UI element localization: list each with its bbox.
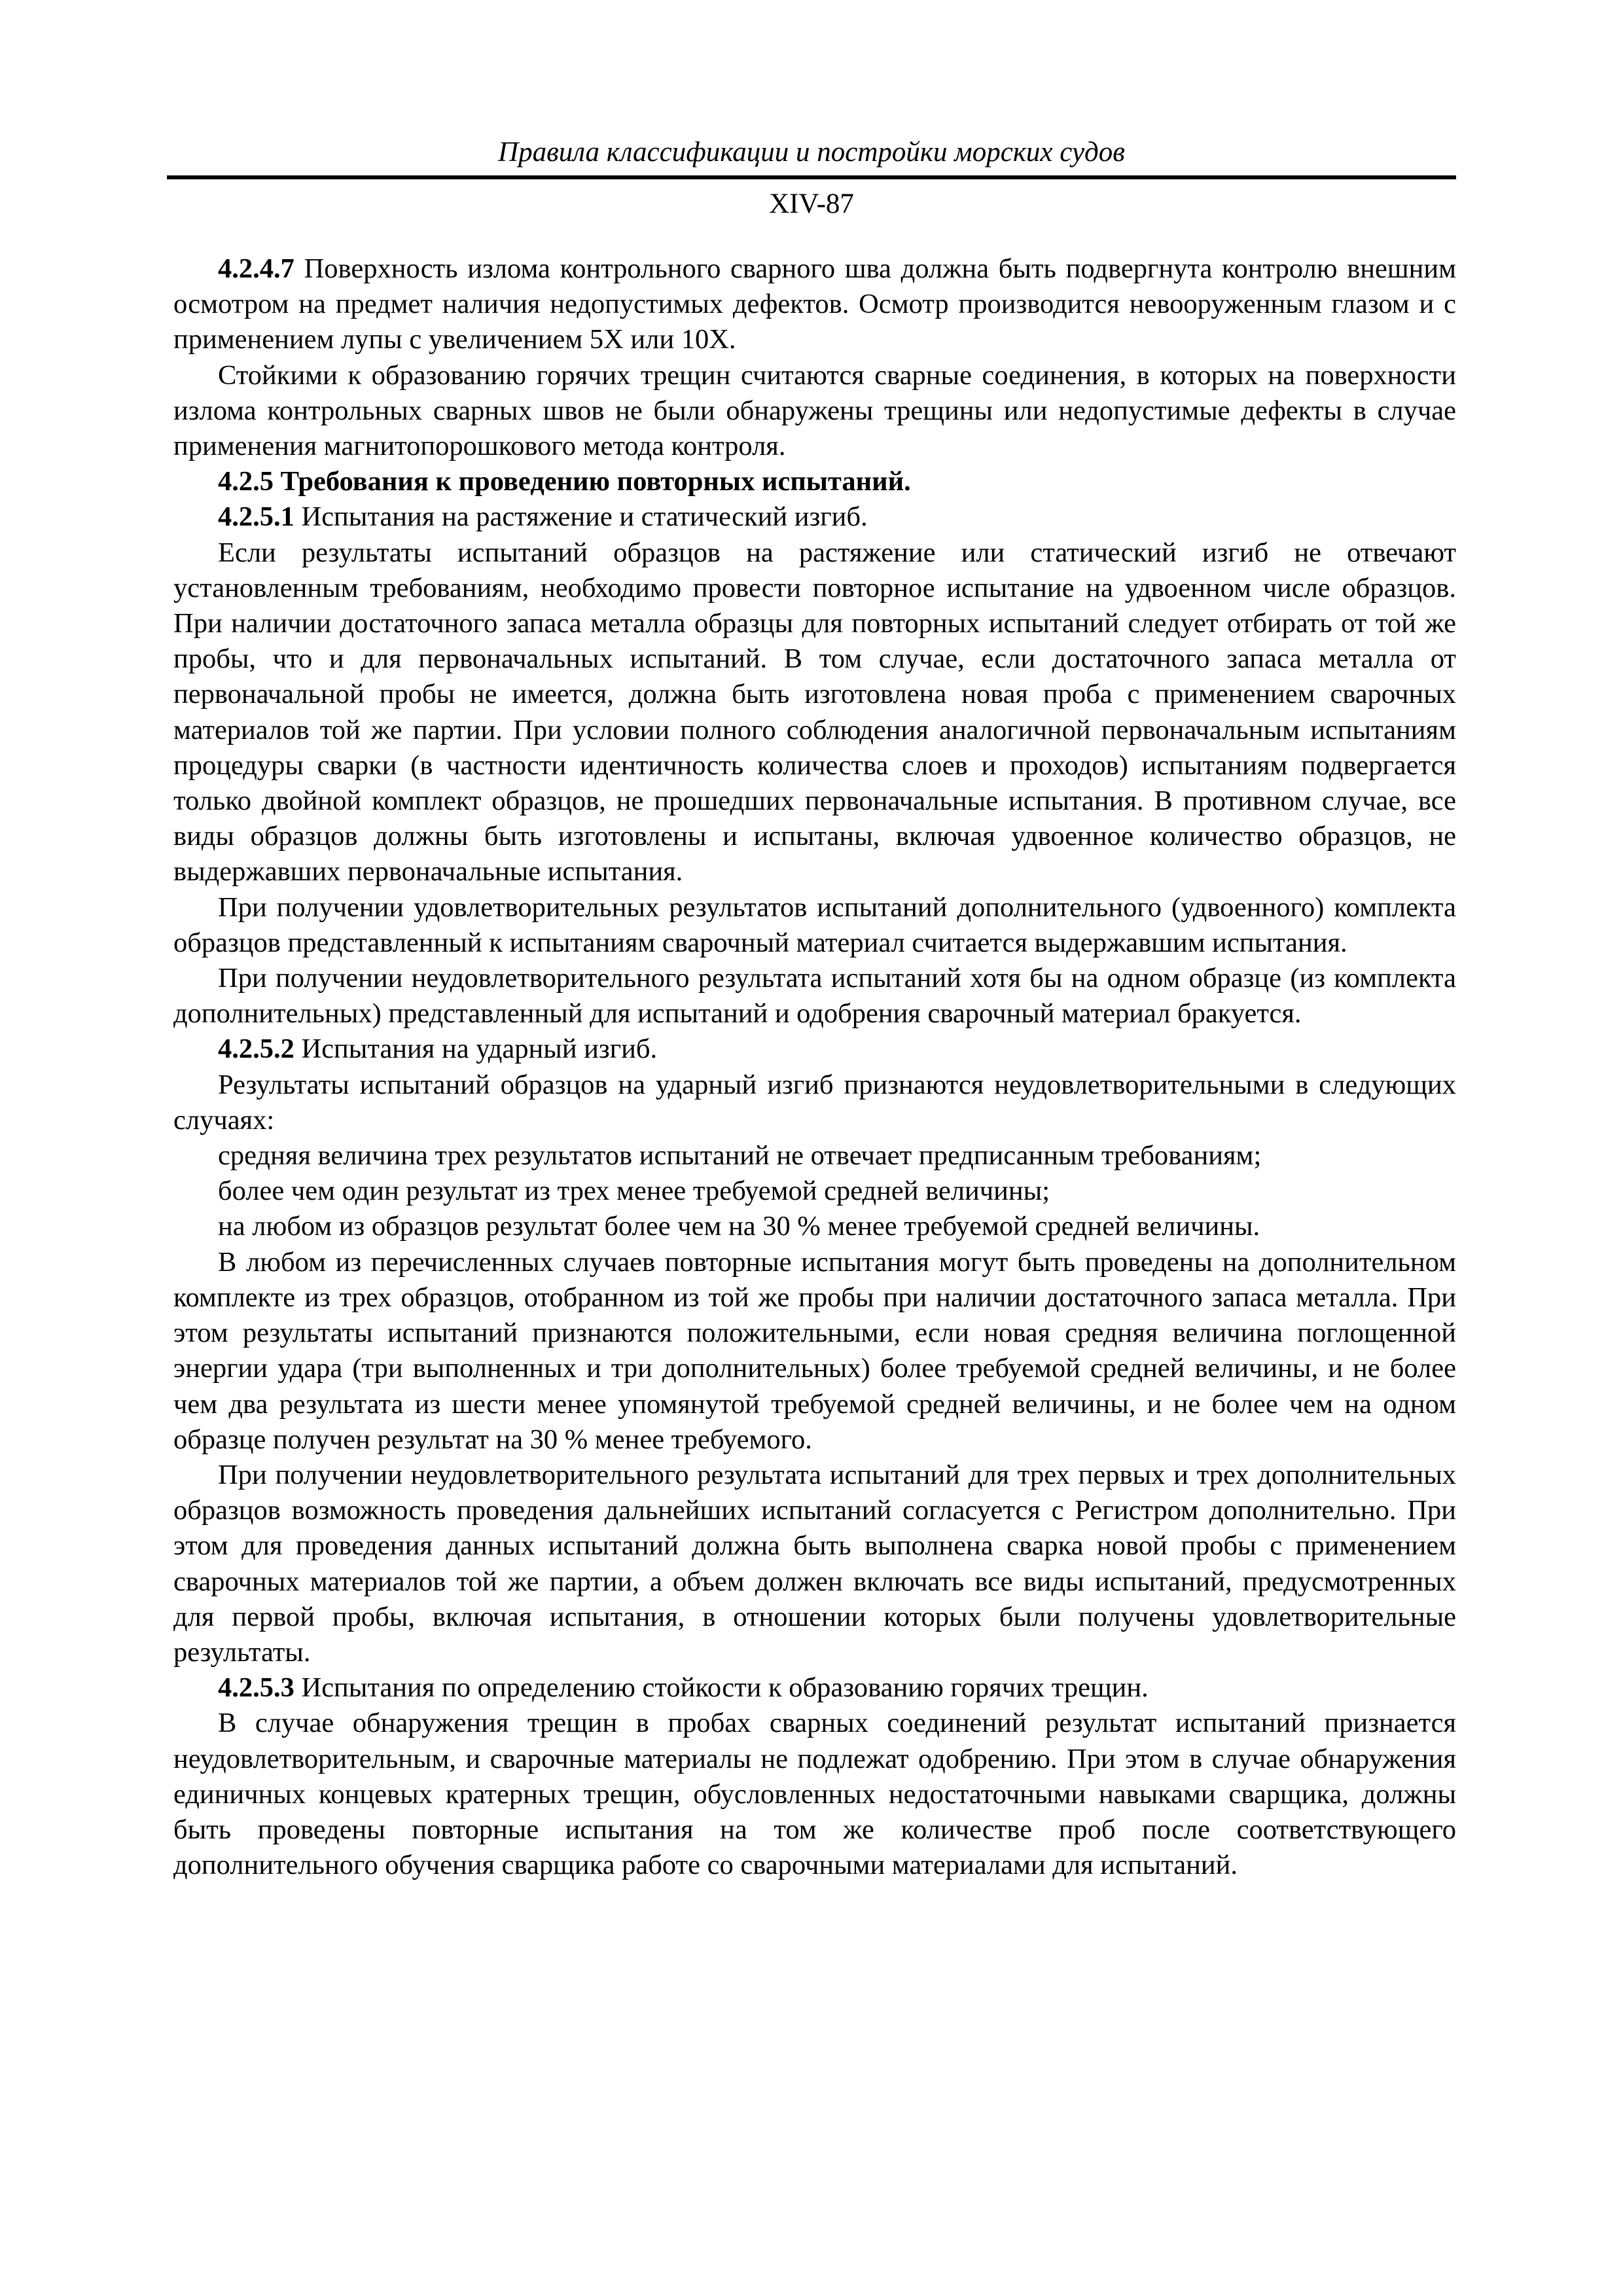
list-item: средняя величина трех результатов испытаний не отвечает предписанным требованиям;	[218, 1140, 1262, 1172]
document-body	[173, 251, 1456, 1883]
paragraph-impact-unsatisfactory: Результаты испытаний образцов на ударный изгиб признаются неудовлетворительными в следующих случаях:	[173, 1069, 1456, 1136]
paragraph-unsatisfactory-result: При получении неудовлетворительного результата испытаний хотя бы на одном образце (из комплекта дополнительных) представленный для испытаний и одобрения сварочный материал бракуется.	[173, 963, 1456, 1030]
paragraph-4-2-5-1	[173, 499, 1456, 535]
paragraph-impact-retest: В любом из перечисленных случаев повторные испытания могут быть проведены на дополнительном комплекте из трех образцов, отобранном из той же пробы при наличии достаточного запаса металла. При этом результаты испытаний признаются положительными, если новая средняя величина поглощенной энергии удара (три выполненных и три дополнительных) более требуемой средней величины, и не более чем два результата из шести менее упомянутой требуемой средней величины, и не более чем на одном образце получен результат на 30 % менее требуемого.	[173, 1246, 1456, 1455]
clause-number: 4.2.4.7	[218, 253, 294, 284]
running-title: Правила классификации и постройки морских судов	[498, 137, 1125, 168]
page-number: XIV-87	[769, 188, 854, 219]
paragraph-crack-detection: В случае обнаружения трещин в пробах сварных соединений результат испытаний признается неудовлетворительным, и сварочные материалы не подлежат одобрению. При этом в случае обнаружения единичных концевых кратерных трещин, обусловленных недостаточными навыками сварщика, должны быть проведены повторные испытания на том же количестве проб после соответствующего дополнительного обучения сварщика работе со сварочными материалами для испытаний.	[173, 1708, 1456, 1881]
list-item: на любом из образцов результат более чем на 30 % менее требуемой средней величины.	[218, 1211, 1260, 1242]
clause-number: 4.2.5.1	[218, 501, 294, 533]
paragraph-register-agreement: При получении неудовлетворительного результата испытаний для трех первых и трех дополнительных образцов возможность проведения дальнейших испытаний согласуется с Регистром дополнительно. При этом для проведения данных испытаний должна быть выполнена сварка новой пробы с применением сварочных материалов той же партии, а объем должен включать все виды испытаний, предусмотренных для первой пробы, включая испытания, в отношении которых были получены удовлетворительные результаты.	[173, 1459, 1456, 1668]
paragraph-hot-crack-resistance: Стойкими к образованию горячих трещин считаются сварные соединения, в которых на поверхности излома контрольных сварных швов не были обнаружены трещины или недопустимые дефекты в случае применения магнитопорошкового метода контроля.	[173, 359, 1456, 462]
header-divider	[167, 175, 1456, 179]
paragraph-retest-tension: Если результаты испытаний образцов на растяжение или статический изгиб не отвечают установленным требованиям, необходимо провести повторное испытание на удвоенном числе образцов. При наличии достаточного запаса металла образцы для повторных испытаний следует отбирать от той же пробы, что и для первоначальных испытаний. В том случае, если достаточного запаса металла от первоначальной пробы не имеется, должна быть изготовлена новая проба с применением сварочных материалов той же партии. При условии полного соблюдения аналогичной первоначальным испытаниям процедуры сварки (в частности идентичность количества слоев и проходов) испытаниям подвергается только двойной комплект образцов, не прошедших первоначальные испытания. В противном случае, все виды образцов должны быть изготовлены и испытаны, включая удвоенное количество образцов, не выдержавших первоначальные испытания.	[173, 537, 1456, 888]
paragraph-text: Испытания на растяжение и статический изгиб.	[294, 501, 868, 533]
paragraph-text: Поверхность излома контрольного сварного шва должна быть подвергнута контролю внешним осмотром на предмет наличия недопустимых дефектов. Осмотр производится невооруженным глазом и с применением лупы с увеличением 5X или 10X.	[173, 253, 1456, 355]
clause-number: 4.2.5.3	[218, 1672, 294, 1704]
section-heading-4-2-5	[173, 464, 1456, 499]
list-item: более чем один результат из трех менее требуемой средней величины;	[218, 1175, 1050, 1207]
paragraph-4-2-5-3	[173, 1670, 1456, 1706]
clause-number: 4.2.5.2	[218, 1033, 294, 1065]
paragraph-4-2-5-2	[173, 1031, 1456, 1067]
paragraph-satisfactory-results: При получении удовлетворительных результатов испытаний дополнительного (удвоенного) комплекта образцов представленный к испытаниям сварочный материал считается выдержавшим испытания.	[173, 891, 1456, 958]
paragraph-text: Испытания по определению стойкости к образованию горячих трещин.	[294, 1672, 1149, 1704]
paragraph-4-2-4-7	[173, 251, 1456, 358]
section-heading-text: 4.2.5 Требования к проведению повторных испытаний.	[218, 466, 911, 497]
paragraph-text: Испытания на ударный изгиб.	[294, 1033, 658, 1065]
